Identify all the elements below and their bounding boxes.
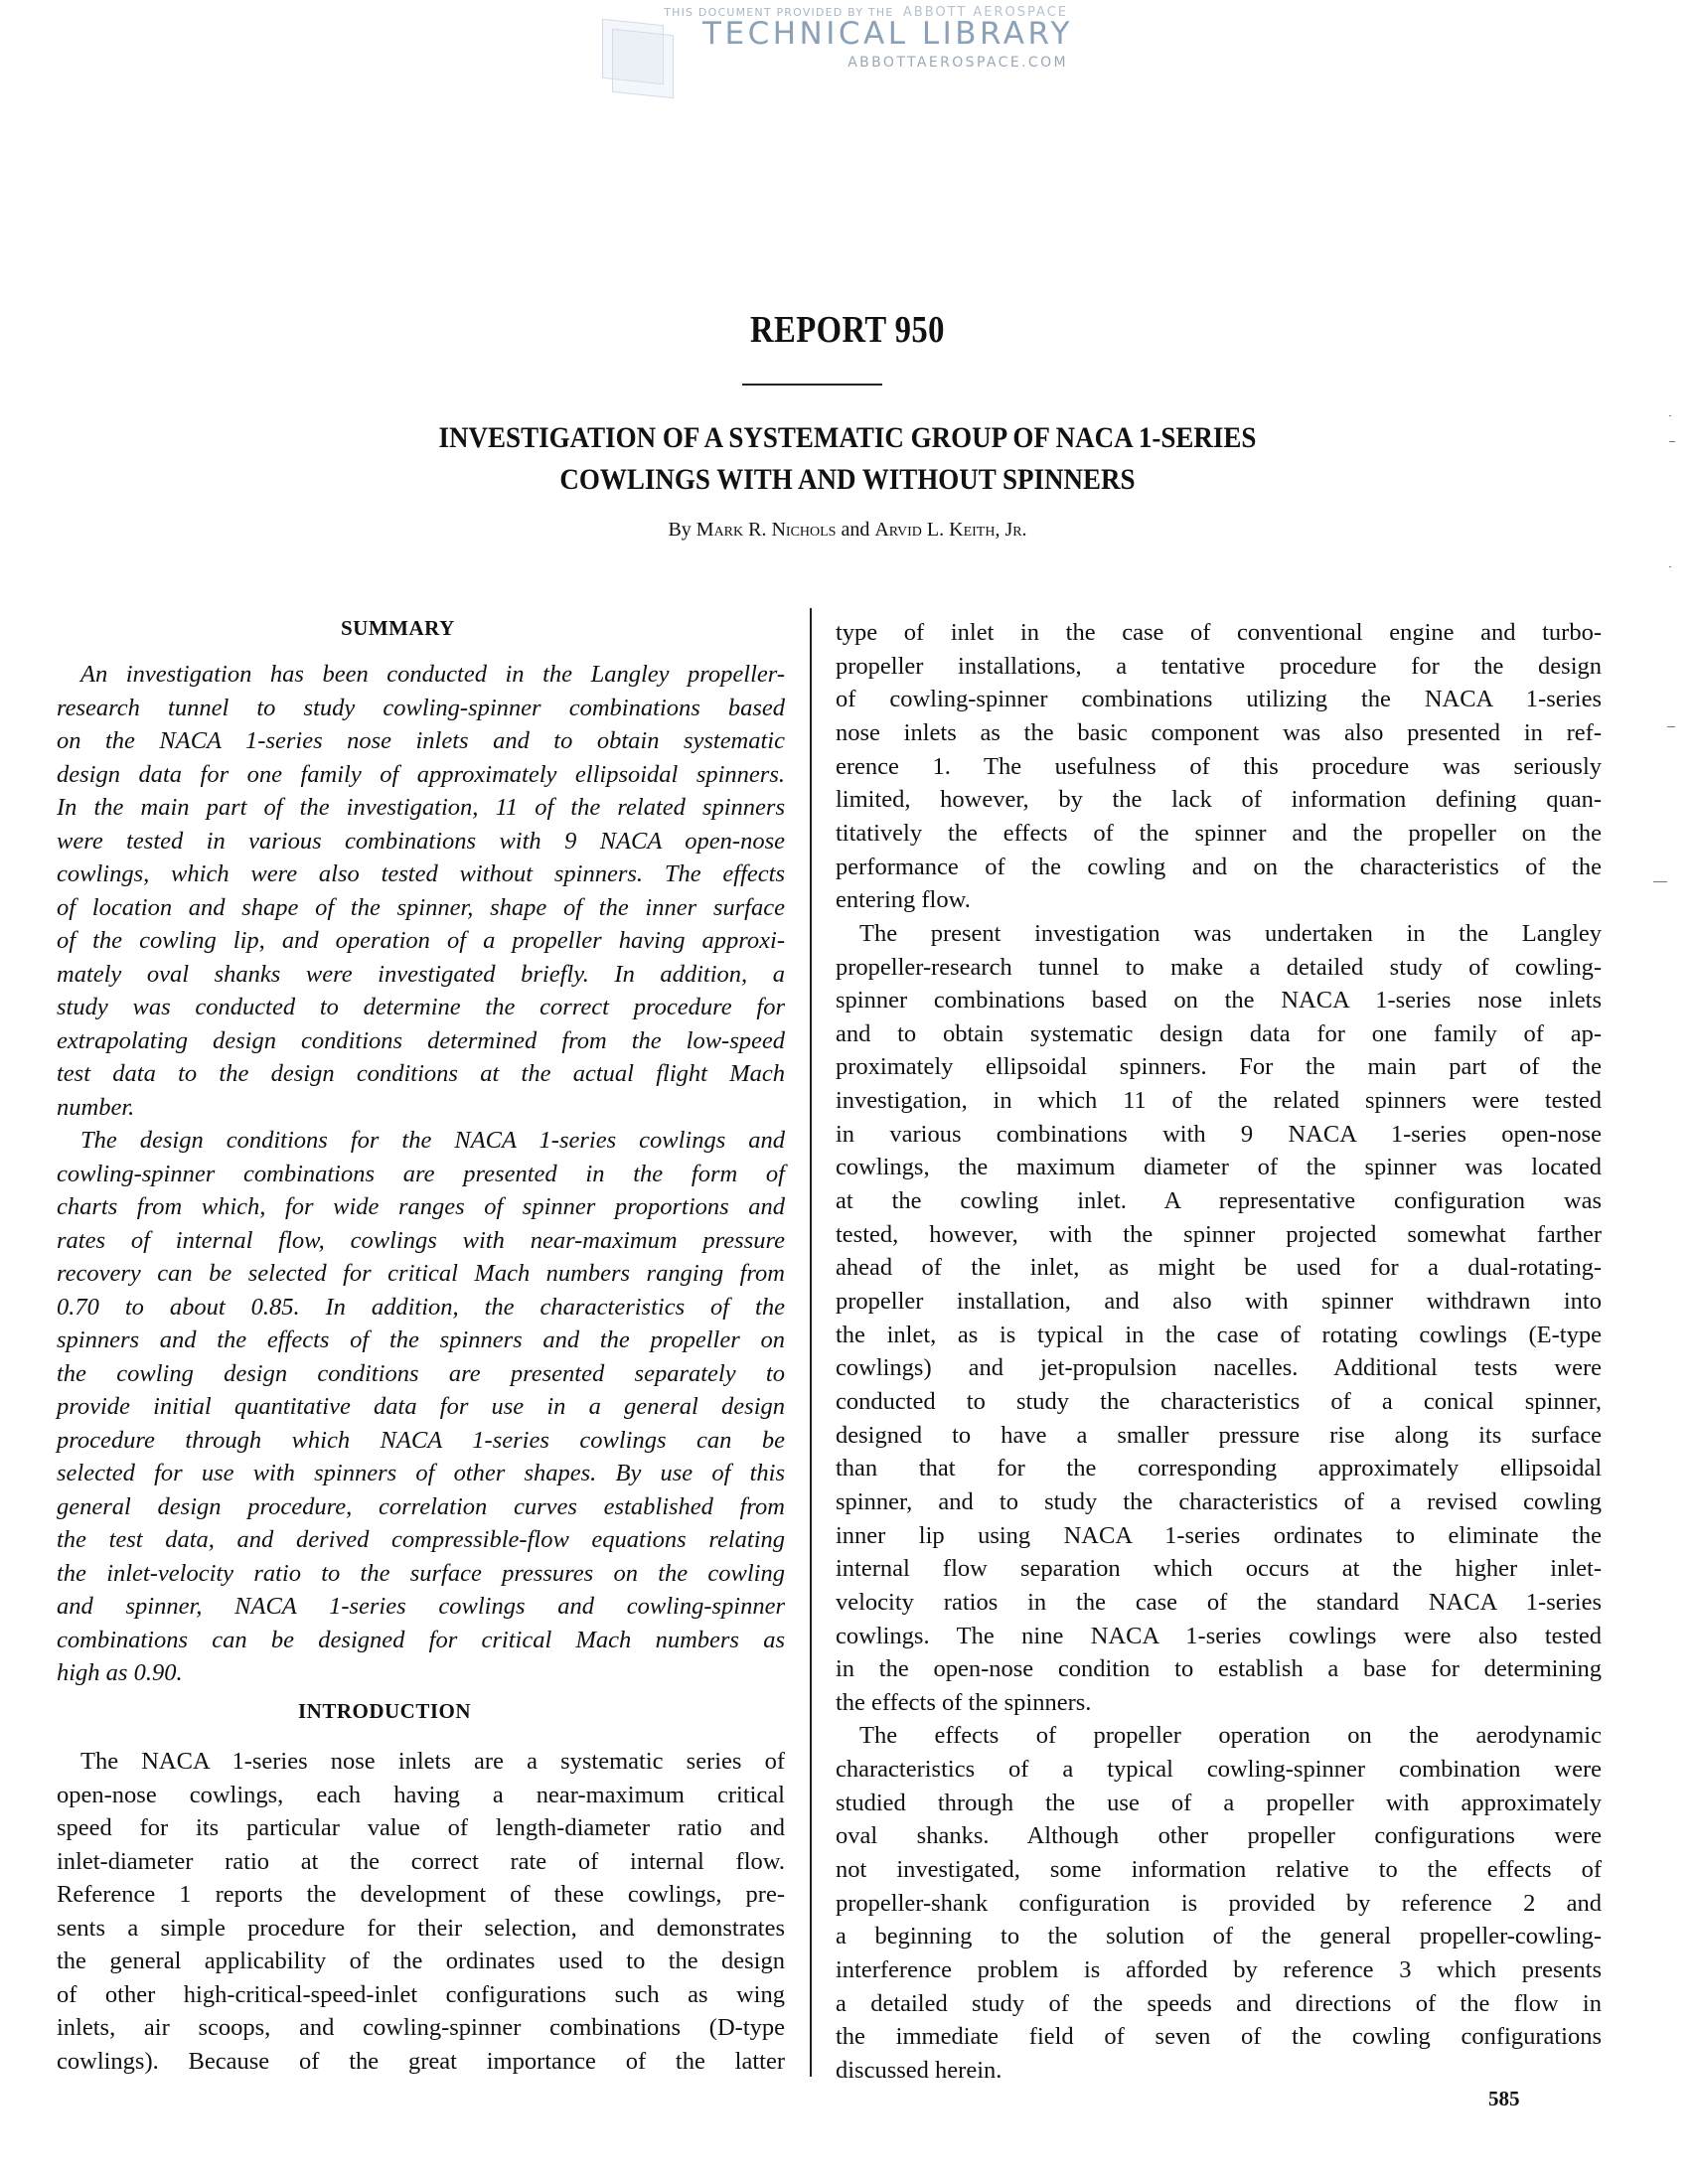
text-line: characteristics of a typical cowling-spinner combination were [836,1756,1602,1784]
text-line: mately oval shanks were investigated briefly. In addition, a [57,960,785,988]
text-line: at the cowling inlet. A representative configuration was [836,1187,1602,1215]
text-line: the test data, and derived compressible-flow equations relating [57,1526,785,1553]
text-line: not investigated, some information relative to the effects of [836,1856,1602,1884]
text-line: procedure through which NACA 1-series cowlings can be [57,1426,785,1454]
text-line: spinner, and to study the characteristics of a revised cowling [836,1487,1602,1515]
text-line: study was conducted to determine the correct procedure for [57,994,785,1020]
text-line: internal flow separation which occurs at the higher inlet- [836,1555,1602,1583]
authors-line: By Mark R. Nichols and Arvid L. Keith, Jr. [668,519,1027,541]
text-line: recovery can be selected for critical Mach numbers ranging from [57,1260,785,1287]
text-line: cowlings). Because of the great importance of the latter [57,2047,785,2075]
text-line: type of inlet in the case of conventional engine and turbo- [836,619,1602,646]
text-line: the cowling design conditions are presented separately to [57,1359,785,1387]
text-line: ahead of the inlet, as might be used for a dual-rotating- [836,1254,1602,1282]
text-line: studied through the use of a propeller with approximately [836,1789,1602,1816]
text-line: The present investigation was undertaken in the Langley [859,919,1602,947]
text-line: of other high-critical-speed-inlet configurations such as wing [57,1980,785,2008]
text-line: propeller-shank configuration is provided by reference 2 and [836,1889,1602,1917]
text-line: a detailed study of the speeds and directions of the flow in [836,1989,1602,2017]
text-line: limited, however, by the lack of information defining quan- [836,786,1602,814]
text-line: cowlings) and jet-propulsion nacelles. Additional tests were [836,1354,1602,1382]
text-line: In the main part of the investigation, 11 of the related spinners [57,794,785,821]
scan-speck [1667,726,1675,727]
text-line: combinations can be designed for critical Mach numbers as [57,1626,785,1653]
text-line: tested, however, with the spinner projected somewhat farther [836,1220,1602,1248]
text-line: sents a simple procedure for their selection, and demonstrates [57,1914,785,1942]
title-line-2: COWLINGS WITH AND WITHOUT SPINNERS [559,463,1136,496]
scan-speck [1669,441,1675,442]
text-line: in the open-nose condition to establish a base for determining [836,1655,1602,1683]
author-1: Mark R. Nichols [695,519,837,541]
watermark-url: ABBOTTAEROSPACE.COM [848,55,1068,71]
text-line: inlet-diameter ratio at the correct rate of internal flow. [57,1847,785,1875]
text-line: erence 1. The usefulness of this procedure was seriously [836,752,1602,780]
text-line: in various combinations with 9 NACA 1-series open-nose [836,1120,1602,1148]
text-line: nose inlets as the basic component was also presented in ref- [836,718,1602,746]
text-line: rates of internal flow, cowlings with near-maximum pressure [57,1226,785,1254]
text-line: the general applicability of the ordinates used to the design [57,1948,785,1974]
text-line: high as 0.90. [57,1659,183,1686]
watermark-provided-by: THIS DOCUMENT PROVIDED BY THE ABBOTT AEROSPACE [664,5,1068,20]
text-line: of cowling-spinner combinations utilizing the NACA 1-series [836,686,1602,713]
text-line: 0.70 to about 0.85. In addition, the characteristics of the [57,1293,785,1321]
text-line: than that for the corresponding approximately ellipsoidal [836,1455,1602,1482]
text-line: proximately ellipsoidal spinners. For the main part of the [836,1053,1602,1081]
text-line: general design procedure, correlation curves established from [57,1492,785,1520]
title-line-1: INVESTIGATION OF A SYSTEMATIC GROUP OF NACA 1-SERIES [438,421,1257,454]
text-line: Reference 1 reports the development of these cowlings, pre- [57,1881,785,1908]
text-line: extrapolating design conditions determined from the low-speed [57,1026,785,1054]
watermark-technical-library: TECHNICAL LIBRARY [702,16,1073,52]
text-line: were tested in various combinations with 9 NACA open-nose [57,827,785,855]
page-number: 585 [1488,2087,1520,2110]
text-line: The NACA 1-series nose inlets are a systematic series of [80,1748,785,1775]
introduction-heading: INTRODUCTION [298,1699,472,1723]
text-line: design data for one family of approximately ellipsoidal spinners. [57,760,785,788]
text-line: on the NACA 1-series nose inlets and to obtain systematic [57,727,785,754]
text-line: the inlet-velocity ratio to the surface pressures on the cowling [57,1559,785,1587]
text-line: The design conditions for the NACA 1-series cowlings and [80,1127,785,1154]
text-line: interference problem is afforded by reference 3 which presents [836,1956,1602,1983]
text-line: investigation, in which 11 of the related spinners were tested [836,1087,1602,1115]
scan-speck [1653,881,1667,882]
text-line: inlets, air scoops, and cowling-spinner combinations (D-type [57,2014,785,2041]
text-line: of the cowling lip, and operation of a propeller having approxi- [57,927,785,954]
text-line: cowling-spinner combinations are presented in the form of [57,1160,785,1187]
text-line: propeller installation, and also with spinner withdrawn into [836,1288,1602,1315]
text-line: and to obtain systematic design data for one family of ap- [836,1019,1602,1047]
text-line: propeller-research tunnel to make a detailed study of cowling- [836,953,1602,981]
text-line: entering flow. [836,886,971,914]
text-line: selected for use with spinners of other shapes. By use of this [57,1460,785,1486]
text-line: the immediate field of seven of the cowling configurations [836,2023,1602,2051]
text-line: a beginning to the solution of the general propeller-cowling- [836,1923,1602,1950]
report-number: REPORT 950 [750,309,945,351]
author-2: Arvid L. Keith, Jr. [874,519,1027,541]
text-line: The effects of propeller operation on the aerodynamic [859,1722,1602,1750]
summary-heading: SUMMARY [341,616,455,640]
text-line: oval shanks. Although other propeller configurations were [836,1822,1602,1850]
text-line: number. [57,1093,135,1121]
text-line: inner lip using NACA 1-series ordinates to eliminate the [836,1521,1602,1549]
text-line: spinners and the effects of the spinners and the propeller on [57,1326,785,1353]
text-line: cowlings, which were also tested without spinners. The effects [57,860,785,887]
scan-speck [1669,566,1671,567]
text-line: titatively the effects of the spinner and the propeller on the [836,819,1602,847]
text-line: the inlet, as is typical in the case of rotating cowlings (E-type [836,1321,1602,1348]
left-column [57,0,785,2184]
text-line: discussed herein. [836,2056,1002,2084]
column-divider [810,608,812,2077]
scan-speck [1669,415,1671,416]
text-line: An investigation has been conducted in the Langley propeller- [80,661,785,688]
text-line: conducted to study the characteristics of a conical spinner, [836,1387,1602,1415]
text-line: charts from which, for wide ranges of spinner proportions and [57,1193,785,1220]
right-column [836,0,1602,2184]
text-line: speed for its particular value of length-diameter ratio and [57,1814,785,1841]
text-line: the effects of the spinners. [836,1688,1092,1716]
text-line: research tunnel to study cowling-spinner combinations based [57,694,785,721]
text-line: cowlings. The nine NACA 1-series cowlings were also tested [836,1622,1602,1649]
text-line: cowlings, the maximum diameter of the spinner was located [836,1154,1602,1181]
text-line: provide initial quantitative data for use in a general design [57,1393,785,1420]
text-line: and spinner, NACA 1-series cowlings and cowling-spinner [57,1593,785,1620]
text-line: velocity ratios in the case of the standard NACA 1-series [836,1588,1602,1616]
text-line: spinner combinations based on the NACA 1-series nose inlets [836,987,1602,1014]
text-line: propeller installations, a tentative procedure for the design [836,652,1602,680]
text-line: test data to the design conditions at the actual flight Mach [57,1060,785,1087]
text-line: designed to have a smaller pressure rise along its surface [836,1421,1602,1449]
text-line: open-nose cowlings, each having a near-maximum critical [57,1781,785,1808]
text-line: of location and shape of the spinner, shape of the inner surface [57,893,785,921]
text-line: performance of the cowling and on the characteristics of the [836,853,1602,880]
